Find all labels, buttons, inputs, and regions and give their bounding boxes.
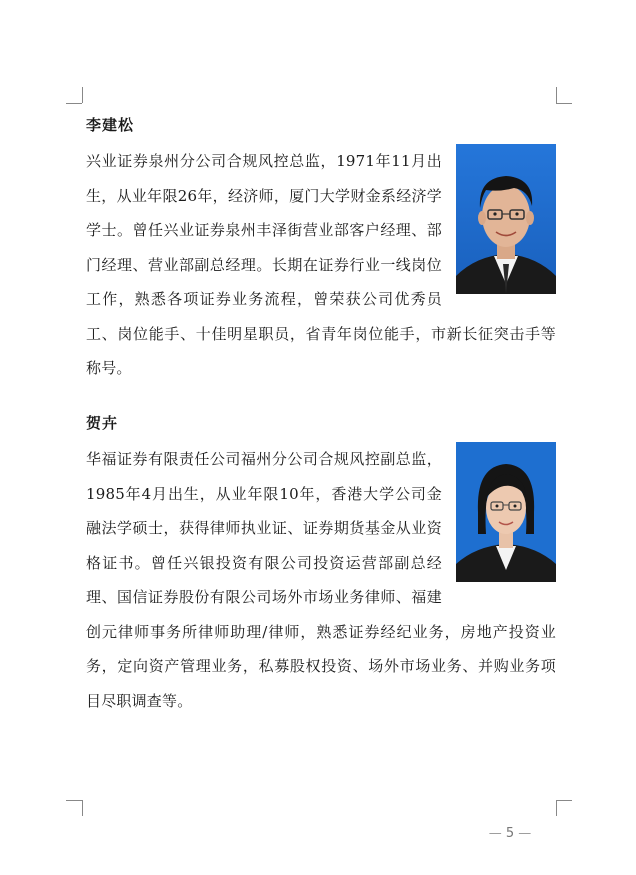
page-number-dash-left: —: [488, 826, 502, 841]
profile-bio-text: 华福证券有限责任公司福州分公司合规风控副总监，1985年4月出生，从业年限10年，香港大学公司金融法学硕士，获得律师执业证、证券期货基金从业资格证书。曾任兴银投资有限公司投资运营部副总经理、国信证券股份有限公司场外市场业务律师、福建创元律师事务所律师助理/律师，熟悉证券经纪业务，房地产投资业务，定向资产管理业务，私募股权投资、场外市场业务、并购业务项目尽职调查等。: [86, 450, 556, 710]
page-number-value: 5: [505, 826, 515, 841]
profile-name: 李建松: [86, 116, 135, 134]
portrait-photo-female: [456, 442, 556, 582]
profile-bio-block: [86, 442, 556, 718]
page-number: [480, 826, 540, 841]
portrait-photo-male: [456, 144, 556, 294]
profile-section-2: [86, 410, 556, 718]
profile-section-1: [86, 112, 556, 386]
page-number-dash-right: —: [518, 826, 532, 841]
profile-bio-block: [86, 144, 556, 386]
profile-name: 贺卉: [86, 414, 119, 432]
profile-bio-text: 兴业证券泉州分公司合规风控总监，1971年11月出生，从业年限26年，经济师，厦门大学财金系经济学学士。曾任兴业证券泉州丰泽街营业部客户经理、部门经理、营业部副总经理。长期在证券行业一线岗位工作，熟悉各项证券业务流程，曾荣获公司优秀员工、岗位能手、十佳明星职员，省青年岗位能手，市新长征突击手等称号。: [86, 152, 556, 377]
